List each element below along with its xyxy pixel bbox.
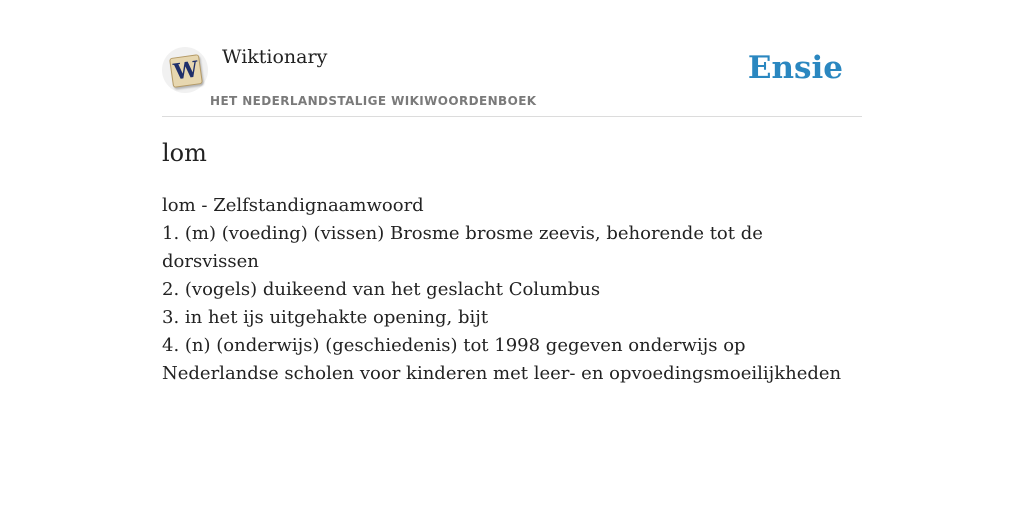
definition-item: 4. (n) (onderwijs) (geschiedenis) tot 1998 gegeven onderwijs op Nederlandse scholen voor kinderen met leer- en opvoedingsmoeilijkheden: [162, 335, 842, 384]
site-tagline: HET NEDERLANDSTALIGE WIKIWOORDENBOEK: [210, 94, 537, 108]
wiktionary-logo[interactable]: [162, 47, 208, 93]
wiktionary-logo-icon: W: [169, 54, 203, 88]
page-container: [162, 0, 862, 384]
entry-title: lom: [162, 139, 207, 167]
entry-word-class: lom - Zelfstandignaamwoord: [162, 195, 424, 216]
definition-item: 3. in het ijs uitgehakte opening, bijt: [162, 307, 489, 328]
definition-item: 2. (vogels) duikeend van het geslacht Columbus: [162, 279, 601, 300]
brand-logo[interactable]: Ensie: [747, 50, 843, 86]
site-name[interactable]: Wiktionary: [222, 46, 328, 68]
entry-body: [162, 192, 842, 388]
site-header: [162, 0, 862, 117]
definition-item: 1. (m) (voeding) (vissen) Brosme brosme zeevis, behorende tot de dorsvissen: [162, 223, 763, 272]
